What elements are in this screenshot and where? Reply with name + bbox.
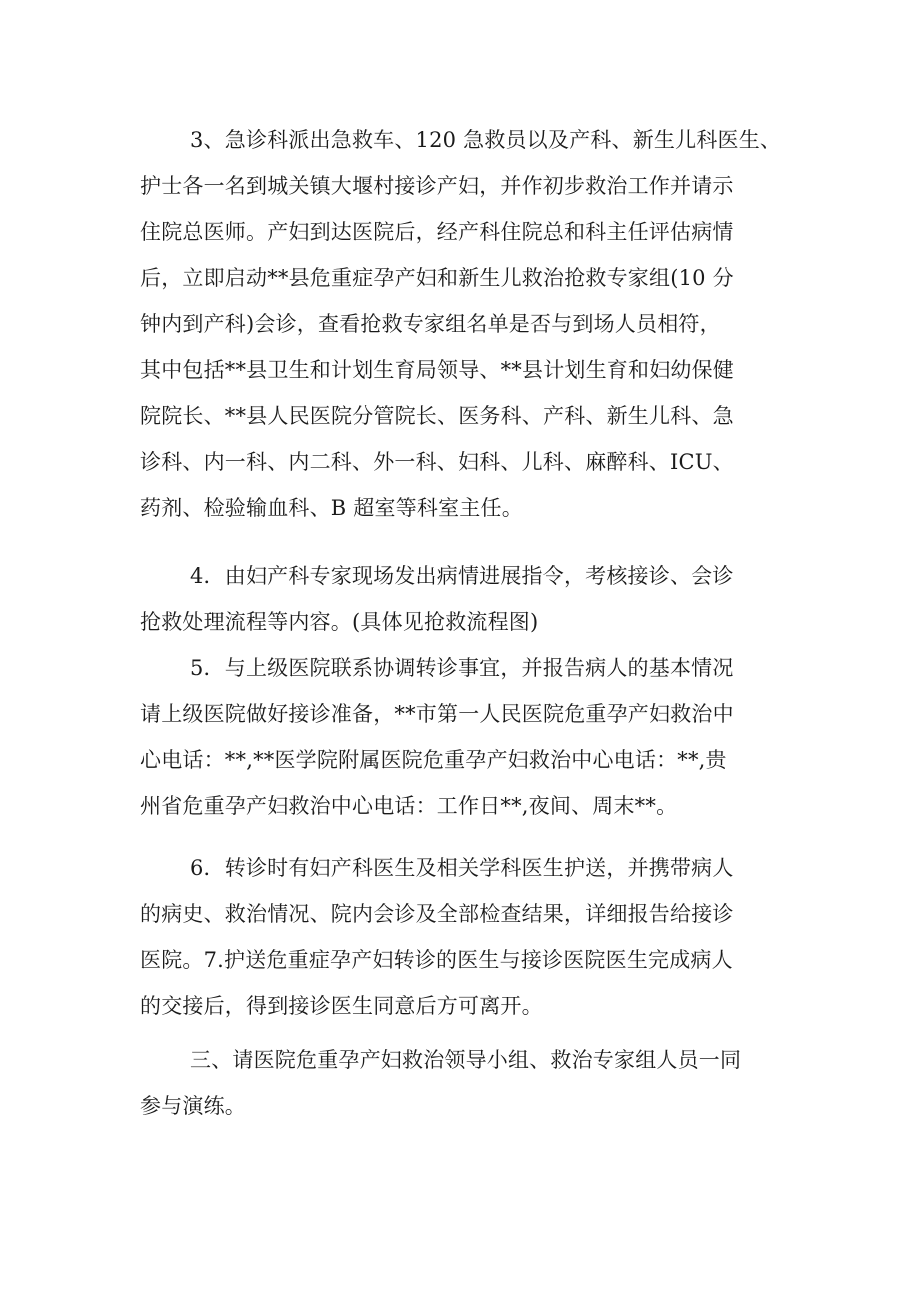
text-line: 住院总医师。产妇到达医院后，经产科住院总和科主任评估病情 bbox=[140, 220, 734, 244]
text-line: 心电话：**,**医学院附属医院危重孕产妇救治中心电话：**,贵 bbox=[140, 748, 727, 772]
text-line: 其中包括**县卫生和计划生育局领导、**县计划生育和妇幼保健 bbox=[140, 358, 734, 382]
text-line: 4．由妇产科专家现场发出病情进展指令，考核接诊、会诊 bbox=[190, 564, 734, 588]
text-line: 钟内到产科)会诊，查看抢救专家组名单是否与到场人员相符， bbox=[140, 312, 721, 336]
text-line: 参与演练。 bbox=[140, 1094, 246, 1118]
text-line: 请上级医院做好接诊准备，**市第一人民医院危重孕产妇救治中 bbox=[140, 702, 734, 726]
text-line: 医院。7.护送危重症孕产妇转诊的医生与接诊医院医生完成病人 bbox=[140, 948, 733, 972]
text-line: 护士各一名到城关镇大堰村接诊产妇，并作初步救治工作并请示 bbox=[140, 174, 734, 198]
text-line: 3、急诊科派出急救车、120 急救员以及产科、新生儿科医生、 bbox=[190, 128, 782, 152]
text-line: 药剂、检验输血科、B 超室等科室主任。 bbox=[140, 496, 523, 520]
text-line: 的交接后，得到接诊医生同意后方可离开。 bbox=[140, 994, 543, 1018]
text-line: 院院长、**县人民医院分管院长、医务科、产科、新生儿科、急 bbox=[140, 404, 734, 428]
text-line: 的病史、救治情况、院内会诊及全部检查结果，详细报告给接诊 bbox=[140, 902, 734, 926]
text-line: 后，立即启动**县危重症孕产妇和新生儿救治抢救专家组(10 分 bbox=[140, 266, 734, 290]
text-line: 5．与上级医院联系协调转诊事宜，并报告病人的基本情况 bbox=[190, 656, 734, 680]
text-line: 6．转诊时有妇产科医生及相关学科医生护送，并携带病人 bbox=[190, 856, 734, 880]
text-line: 州省危重孕产妇救治中心电话：工作日**,夜间、周末**。 bbox=[140, 794, 678, 818]
text-line: 三、请医院危重孕产妇救治领导小组、救治专家组人员一同 bbox=[190, 1048, 742, 1072]
text-line: 诊科、内一科、内二科、外一科、妇科、儿科、麻醉科、ICU、 bbox=[140, 450, 734, 474]
text-line: 抢救处理流程等内容。(具体见抢救流程图) bbox=[140, 610, 539, 634]
